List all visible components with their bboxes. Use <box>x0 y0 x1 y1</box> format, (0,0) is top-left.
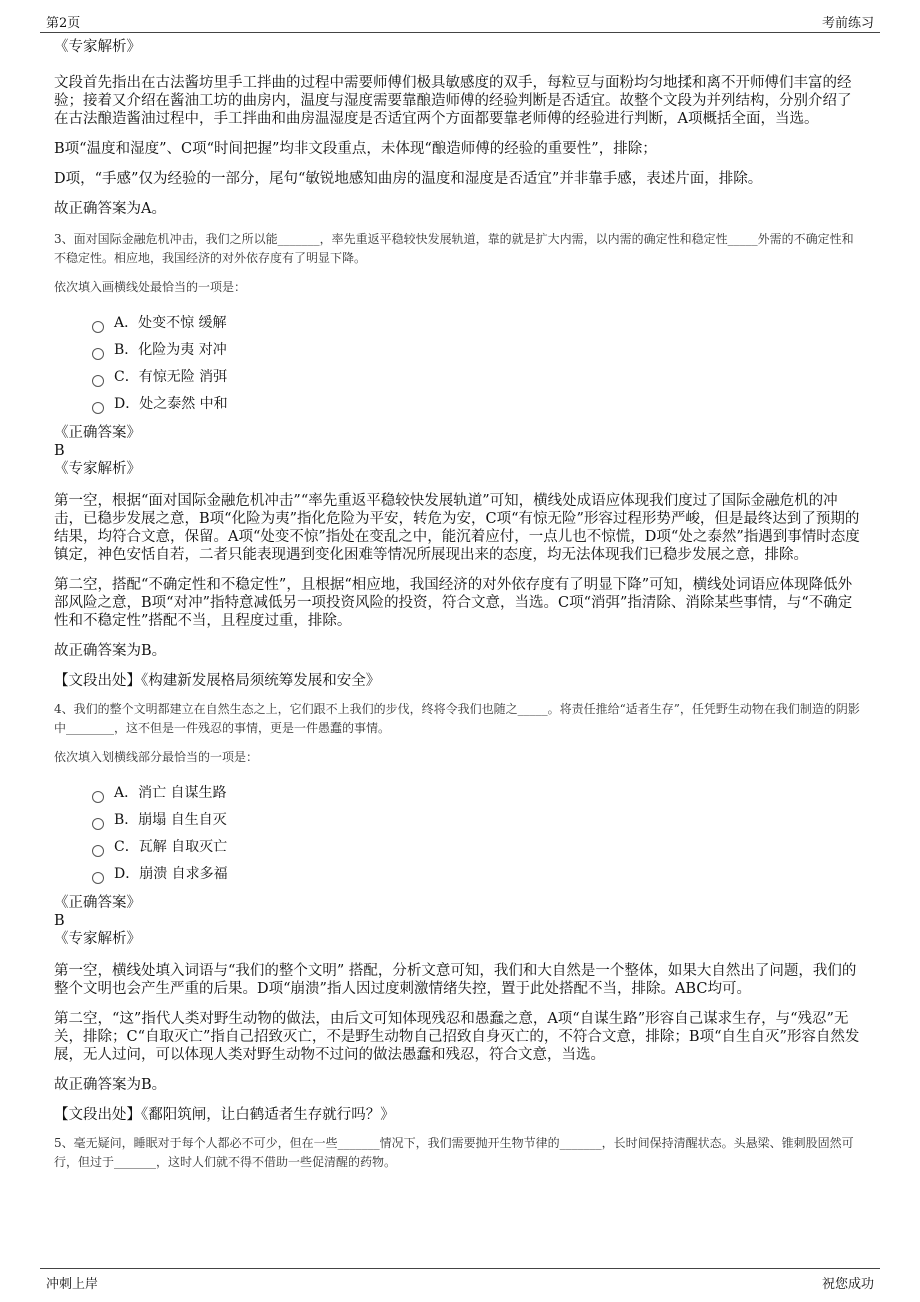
radio-icon[interactable] <box>92 845 104 857</box>
page-footer <box>40 1268 880 1299</box>
expert-analysis-label: 《专家解析》 <box>54 931 141 947</box>
option-c[interactable]: C．瓦解 自取灭亡 <box>92 834 862 861</box>
question-3-options <box>92 310 862 418</box>
question-4-options <box>92 780 862 888</box>
page-content <box>54 38 862 1182</box>
option-b[interactable]: B．崩塌 自生自灭 <box>92 807 862 834</box>
option-b[interactable]: B．化险为夷 对冲 <box>92 337 862 364</box>
option-d[interactable]: D．崩溃 自求多福 <box>92 861 862 888</box>
question-5-text: 5、毫无疑问，睡眠对于每个人都必不可少，但在一些_______情况下，我们需要抛开生物节律的_______，长时间保持清醒状态。头悬梁、锥刺股固然可行，但过于_______，这时人们就不得不借助一些促清醒的药物。 <box>54 1136 854 1169</box>
question-4-text: 4、我们的整个文明都建立在自然生态之上，它们跟不上我们的步伐，终将令我们也随之_____。将责任推给“适者生存”，任凭野生动物在我们制造的阴影中________，这不但是一件残忍的事情，更是一件愚蠢的事情。 <box>54 702 860 735</box>
radio-icon[interactable] <box>92 375 104 387</box>
correct-answer-label: 《正确答案》 <box>54 425 141 441</box>
analysis-paragraph: B项“温度和湿度”、C项“时间把握”均非文段重点，未体现“酿造师傅的经验的重要性”，排除； <box>54 141 657 157</box>
option-c[interactable]: C．有惊无险 消弭 <box>92 364 862 391</box>
passage-source: 【文段出处】《鄱阳筑闸，让白鹤适者生存就行吗？》 <box>54 1107 395 1123</box>
correct-answer: B <box>54 443 65 459</box>
option-a[interactable]: A．消亡 自谋生路 <box>92 780 862 807</box>
analysis-conclusion: 故正确答案为A。 <box>54 201 166 217</box>
header-title: 考前练习 <box>821 16 874 31</box>
footer-left: 冲刺上岸 <box>46 1277 99 1292</box>
option-a[interactable]: A．处变不惊 缓解 <box>92 310 862 337</box>
radio-icon[interactable] <box>92 791 104 803</box>
question-4-prompt: 依次填入划横线部分最恰当的一项是： <box>54 750 259 764</box>
page-number: 第2页 <box>46 16 81 31</box>
analysis-conclusion: 故正确答案为B。 <box>54 643 167 659</box>
radio-icon[interactable] <box>92 872 104 884</box>
question-3-text: 3、面对国际金融危机冲击，我们之所以能_______，率先重返平稳较快发展轨道，靠的就是扩大内需，以内需的确定性和稳定性_____外需的不确定性和不稳定性。相应地，我国经济的对外依存度有了明显下降。 <box>54 232 854 265</box>
analysis-paragraph: 第一空，横线处填入词语与“我们的整个文明” 搭配，分析文意可知，我们和大自然是一个整体，如果大自然出了问题，我们的整个文明也会产生严重的后果。D项“崩溃”指人因过度刺激情绪失控，置于此处搭配不当，排除。ABC均可。 <box>54 963 857 997</box>
page-header <box>40 8 880 33</box>
analysis-paragraph: 文段首先指出在古法酱坊里手工拌曲的过程中需要师傅们极具敏感度的双手，每粒豆与面粉均匀地揉和离不开师傅们丰富的经验；接着又介绍在酱油工坊的曲房内，温度与湿度需要靠酿造师傅的经验判断是否适宜。故整个文段为并列结构，分别介绍了在古法酿造酱油过程中，手工拌曲和曲房温湿度是否适宜两个方面都要靠老师傅的经验进行判断，A项概括全面，当选。 <box>54 75 852 127</box>
analysis-paragraph: 第二空，搭配“不确定性和不稳定性”，且根据“相应地，我国经济的对外依存度有了明显下降”可知，横线处词语应体现降低外部风险之意，B项“对冲”指特意减低另一项投资风险的投资，符合文意，当选。C项“消弭”指清除、消除某些事情，与“不确定性和不稳定性”搭配不当，且程度过重，排除。 <box>54 577 853 629</box>
passage-source: 【文段出处】《构建新发展格局须统筹发展和安全》 <box>54 673 381 689</box>
footer-right: 祝您成功 <box>821 1277 874 1292</box>
expert-analysis-label: 《专家解析》 <box>54 39 141 55</box>
question-3-prompt: 依次填入画横线处最恰当的一项是： <box>54 280 247 294</box>
expert-analysis-label: 《专家解析》 <box>54 461 141 477</box>
analysis-paragraph: 第二空，“这”指代人类对野生动物的做法，由后文可知体现残忍和愚蠢之意，A项“自谋生路”形容自己谋求生存，与“残忍”无关，排除；C“自取灭亡”指自己招致灭亡，不是野生动物自己招致自身灭亡的，不符合文意，排除；B项“自生自灭”形容自然发展，无人过问，可以体现人类对野生动物不过问的做法愚蠢和残忍，符合文意，当选。 <box>54 1011 860 1063</box>
correct-answer-label: 《正确答案》 <box>54 895 141 911</box>
radio-icon[interactable] <box>92 818 104 830</box>
analysis-paragraph: D项，“手感”仅为经验的一部分，尾句“敏锐地感知曲房的温度和湿度是否适宜”并非靠手感，表述片面，排除。 <box>54 171 763 187</box>
radio-icon[interactable] <box>92 321 104 333</box>
option-d[interactable]: D．处之泰然 中和 <box>92 391 862 418</box>
analysis-paragraph: 第一空，根据“面对国际金融危机冲击”“率先重返平稳较快发展轨道”可知，横线处成语应体现我们度过了国际金融危机的冲击，已稳步发展之意，B项“化险为夷”指化危险为平安，转危为安，C项“有惊无险”形容过程形势严峻，但是最终达到了预期的结果，均符合文意，保留。A项“处变不惊”指处在变乱之中，能沉着应付，一点儿也不惊慌，D项“处之泰然”指遇到事情时态度镇定，神色安恬自若，二者只能表现遇到变化困难等情况所展现出来的态度，均无法体现我们已稳步发展之意，排除。 <box>54 493 860 563</box>
analysis-conclusion: 故正确答案为B。 <box>54 1077 167 1093</box>
radio-icon[interactable] <box>92 348 104 360</box>
radio-icon[interactable] <box>92 402 104 414</box>
correct-answer: B <box>54 913 65 929</box>
